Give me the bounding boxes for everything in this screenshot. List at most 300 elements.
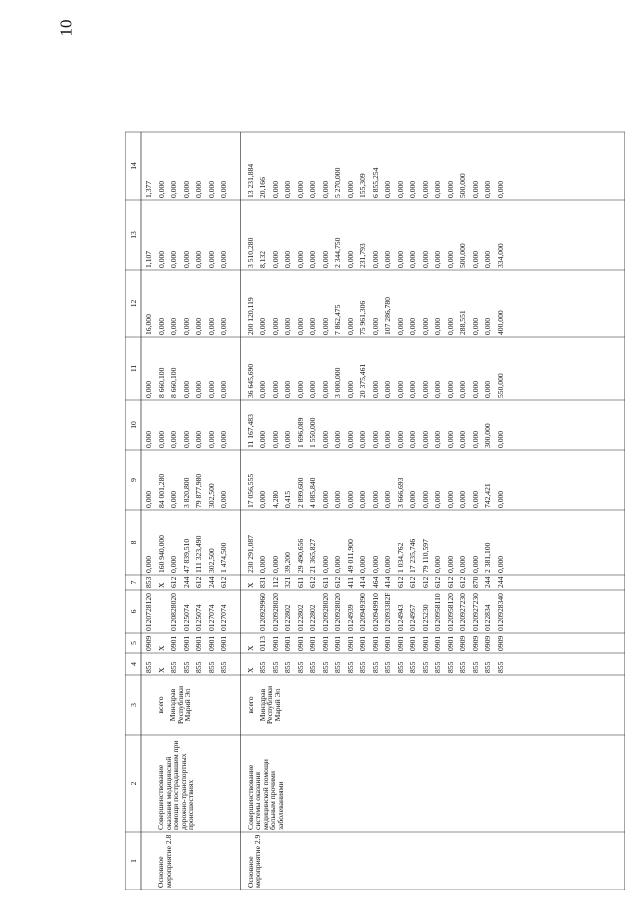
data-cell: 855 (433, 661, 442, 673)
data-cell: 012093382F (383, 592, 392, 631)
data-cell: 334,000 (495, 243, 505, 268)
data-cell: 0124943 (395, 604, 405, 631)
data-cell: 0,000 (206, 317, 216, 335)
data-cell: 0909 (458, 635, 467, 651)
header-cell: 9 (129, 478, 138, 482)
data-cell: 0,000 (420, 490, 430, 508)
data-cell: 0120928340 (495, 593, 505, 631)
data-cell: 855 (483, 661, 492, 673)
data-cell: 79 110,597 (420, 539, 430, 573)
data-cell: 550,000 (495, 373, 505, 398)
data-cell: 0,000 (383, 380, 392, 398)
data-cell: 1 474,500 (219, 542, 228, 573)
header-cell: 2 (129, 781, 138, 786)
data-cell: X (245, 667, 255, 673)
data-cell: 0125074 (194, 604, 203, 631)
organization-name: Минздрав Республики Марий Эл (257, 685, 282, 725)
data-cell: 0909 (144, 635, 153, 651)
data-cell: 0,000 (383, 250, 392, 268)
data-cell: 0,000 (420, 180, 430, 198)
data-cell: 855 (144, 661, 153, 673)
data-cell: 0,000 (470, 317, 480, 335)
data-cell: 0,000 (420, 317, 430, 335)
data-cell: X (245, 645, 255, 651)
data-cell: 0,000 (270, 180, 280, 198)
data-cell: 0125230 (420, 604, 430, 631)
data-cell: 321 (283, 576, 292, 588)
data-cell: 20 375,461 (358, 363, 367, 398)
data-cell: 0,000 (156, 317, 166, 335)
data-cell: 0,000 (206, 180, 216, 198)
data-cell: 0901 (308, 635, 317, 651)
data-cell: 0,000 (206, 380, 216, 398)
data-cell: 0,000 (333, 430, 342, 448)
data-cell: X (156, 645, 166, 651)
total-label: всего (156, 696, 165, 714)
data-cell: 0,000 (258, 317, 267, 335)
header-cell: 1 (129, 859, 138, 863)
data-cell: 0,000 (320, 180, 330, 198)
data-cell: 1 550,000 (308, 417, 317, 448)
header-cell: 4 (129, 662, 138, 666)
data-cell: 831 (258, 576, 267, 588)
data-cell: 855 (445, 661, 455, 673)
data-cell: 0,000 (194, 430, 203, 448)
data-cell: 300,000 (483, 423, 492, 448)
data-cell: 855 (395, 661, 405, 673)
data-cell: 0,000 (333, 490, 342, 508)
data-cell: 0,000 (194, 380, 203, 398)
data-cell: 1 034,762 (395, 542, 405, 573)
header-cell: 6 (129, 609, 138, 614)
data-cell: 0,000 (219, 490, 228, 508)
data-cell: 0,000 (283, 180, 292, 198)
data-cell: 855 (270, 661, 280, 673)
data-cell: 1,107 (144, 250, 153, 268)
data-cell: 0,000 (483, 317, 492, 335)
data-cell: 8 660,100 (169, 367, 178, 398)
data-cell: 0,000 (270, 380, 280, 398)
data-cell: 8 660,100 (156, 367, 166, 398)
data-cell: 0,000 (219, 250, 228, 268)
data-cell: 0,000 (470, 555, 480, 573)
data-cell: 0,000 (433, 180, 442, 198)
data-cell: 0,000 (308, 380, 317, 398)
data-cell: 0122834 (483, 604, 492, 631)
data-cell: X (156, 582, 166, 588)
data-cell: 29 490,656 (295, 538, 305, 573)
data-cell: 0,000 (383, 490, 392, 508)
data-cell: 230 291,087 (245, 535, 255, 573)
header-cell: 14 (129, 162, 138, 170)
data-cell: 112 (270, 576, 280, 588)
data-cell: 855 (206, 661, 216, 673)
data-cell: 0,000 (345, 180, 355, 198)
data-cell: 0901 (283, 635, 292, 651)
data-cell: 3 000,000 (333, 367, 342, 398)
data-cell: 855 (169, 661, 178, 673)
data-cell: 0,000 (144, 380, 153, 398)
data-cell: 0,000 (445, 430, 455, 448)
data-cell: 0,000 (370, 250, 380, 268)
data-cell: 400,000 (495, 310, 505, 335)
data-cell: 500,000 (458, 243, 467, 268)
data-cell: 0,000 (408, 180, 417, 198)
data-cell: 0,000 (320, 430, 330, 448)
data-cell: 0901 (358, 635, 367, 651)
data-cell: 0,000 (358, 555, 367, 573)
data-cell: 0,415 (283, 490, 292, 508)
data-cell: 0120928020 (333, 593, 342, 631)
data-cell: 0,000 (156, 180, 166, 198)
data-cell: 611 (295, 576, 305, 588)
data-cell: 0,000 (433, 490, 442, 508)
data-cell: 855 (219, 661, 228, 673)
data-cell: 4,280 (270, 490, 280, 508)
data-cell: 0,000 (206, 430, 216, 448)
data-cell: 7 862,475 (333, 304, 342, 335)
budget-table (125, 35, 625, 890)
data-cell: 855 (383, 661, 392, 673)
data-cell: 0,000 (408, 317, 417, 335)
data-cell: 0,000 (181, 250, 191, 268)
header-cell: 3 (129, 703, 138, 707)
data-cell: 0901 (420, 635, 430, 651)
data-cell: 0,000 (295, 380, 305, 398)
data-cell: 0,000 (258, 555, 267, 573)
data-cell: 0,000 (370, 317, 380, 335)
data-cell: 0120949910 (370, 593, 380, 631)
data-cell: 0,000 (181, 380, 191, 398)
data-cell: 855 (258, 661, 267, 673)
data-cell: 6 855,254 (370, 167, 380, 198)
data-cell: 2 344,750 (333, 237, 342, 268)
data-cell: 0,000 (458, 380, 467, 398)
data-cell: 0,000 (408, 380, 417, 398)
data-cell: 0,000 (320, 555, 330, 573)
measure-name: Основное мероприятие 2.8 (156, 834, 173, 888)
data-cell: 0120928020 (320, 593, 330, 631)
data-cell: 612 (433, 576, 442, 588)
data-cell: 0,000 (219, 380, 228, 398)
data-cell: 36 645,690 (245, 363, 255, 398)
data-cell: 411 (345, 576, 355, 588)
data-cell: 0120929960 (258, 593, 267, 631)
page-number-text: 10 (56, 19, 76, 37)
data-cell: 0,000 (270, 555, 280, 573)
data-cell: 0,000 (495, 430, 505, 448)
data-cell: 288,551 (458, 310, 467, 335)
data-cell: 1,377 (144, 180, 153, 198)
data-cell: 0,000 (320, 490, 330, 508)
data-cell: 0901 (206, 635, 216, 651)
data-cell: 3 666,693 (395, 477, 405, 508)
data-cell: 0,000 (395, 380, 405, 398)
data-cell: 0,000 (156, 250, 166, 268)
data-cell: 0,000 (270, 430, 280, 448)
data-cell: 0,000 (219, 180, 228, 198)
data-cell: 0,000 (433, 430, 442, 448)
data-cell: 612 (445, 576, 455, 588)
data-cell: 16,000 (144, 314, 153, 335)
data-cell: 0,000 (283, 317, 292, 335)
data-cell: 855 (470, 661, 480, 673)
data-cell: 0,000 (445, 317, 455, 335)
data-cell: 0,000 (181, 180, 191, 198)
data-cell: 870 (470, 576, 480, 588)
data-cell: 0,000 (420, 250, 430, 268)
data-cell: 414 (383, 576, 392, 588)
data-cell: 0122802 (283, 604, 292, 631)
data-cell: 0,000 (169, 180, 178, 198)
data-cell: 0,000 (383, 180, 392, 198)
data-cell: 160 940,000 (156, 535, 166, 573)
data-cell: 244 (483, 576, 492, 588)
data-cell: 855 (181, 661, 191, 673)
header-cell: 7 (129, 580, 138, 585)
measure-description: Совершенствование системы оказания медицинской помощи больным прочими заболеваниями (245, 759, 285, 830)
data-cell: 0113 (258, 636, 267, 651)
data-cell: 11 167,483 (245, 414, 255, 448)
data-cell: 855 (283, 661, 292, 673)
data-cell: 244 (206, 576, 216, 588)
data-cell: 0,000 (333, 555, 342, 573)
data-cell: 0,000 (194, 317, 203, 335)
data-cell: 0901 (320, 635, 330, 651)
data-cell: 20,166 (258, 177, 267, 198)
data-cell: 0,000 (320, 250, 330, 268)
data-cell: 0,000 (169, 490, 178, 508)
data-cell: 0,000 (181, 317, 191, 335)
data-cell: 244 (181, 576, 191, 588)
data-cell: 0,000 (258, 430, 267, 448)
data-cell: 79 877,980 (194, 473, 203, 508)
data-cell: 0,000 (295, 250, 305, 268)
header-cell: 8 (129, 540, 138, 545)
data-cell: 0127074 (206, 604, 216, 631)
data-cell: 0901 (333, 635, 342, 651)
data-cell: 0,000 (219, 317, 228, 335)
data-cell: 0,000 (156, 430, 166, 448)
data-cell: 612 (219, 576, 228, 588)
data-cell: 0,000 (358, 430, 367, 448)
data-cell: 0,000 (258, 490, 267, 508)
data-cell: 0,000 (283, 250, 292, 268)
data-cell: 855 (333, 661, 342, 673)
data-cell: 0,000 (345, 490, 355, 508)
data-cell: 8,132 (258, 250, 267, 268)
data-cell: 0,000 (358, 490, 367, 508)
data-cell: 0901 (219, 635, 228, 651)
data-cell: 742,421 (483, 483, 492, 508)
data-cell: 75 961,306 (358, 300, 367, 335)
data-cell: 13 231,884 (245, 163, 255, 198)
data-cell: 0,000 (169, 430, 178, 448)
data-cell: 0,000 (370, 490, 380, 508)
data-cell: 0120958120 (445, 593, 455, 631)
data-cell: 0,000 (345, 250, 355, 268)
data-cell: 17 235,746 (408, 538, 417, 573)
data-cell: 612 (458, 576, 467, 588)
data-cell: 855 (458, 661, 467, 673)
data-cell: 107 286,780 (383, 297, 392, 335)
data-cell: 0,000 (420, 430, 430, 448)
data-cell: 0,000 (395, 317, 405, 335)
data-cell: 47 839,510 (181, 538, 191, 573)
data-cell: 4 085,840 (308, 477, 317, 508)
data-cell: 0,000 (458, 490, 467, 508)
data-cell: 0122802 (308, 604, 317, 631)
data-cell: 0901 (383, 635, 392, 651)
data-cell: 3 820,800 (181, 477, 191, 508)
data-cell: 0,000 (144, 490, 153, 508)
data-cell: 0,000 (433, 250, 442, 268)
data-cell: 0,000 (308, 317, 317, 335)
data-cell: 1 696,089 (295, 417, 305, 448)
data-cell: 0,000 (408, 490, 417, 508)
data-cell: 0,000 (144, 430, 153, 448)
data-cell: 0,000 (295, 317, 305, 335)
data-cell: 0901 (445, 635, 455, 651)
data-cell: 464 (370, 576, 380, 588)
data-cell: 0901 (169, 635, 178, 651)
data-cell: 0122802 (295, 604, 305, 631)
data-cell: 0,000 (283, 430, 292, 448)
data-cell: 0909 (495, 635, 505, 651)
data-cell: 0120728120 (144, 593, 153, 631)
data-cell: 0,000 (420, 380, 430, 398)
data-cell: 0,000 (495, 180, 505, 198)
data-cell: 414 (358, 576, 367, 588)
data-cell: 612 (420, 576, 430, 588)
data-cell: 0120958110 (433, 593, 442, 631)
header-cell: 13 (129, 231, 138, 239)
data-cell: 0,000 (270, 317, 280, 335)
data-cell: 0901 (295, 635, 305, 651)
data-cell: 0901 (181, 635, 191, 651)
data-cell: 2 899,600 (295, 477, 305, 508)
data-cell: 612 (395, 576, 405, 588)
measure-description: Совершенствование оказания медицинской помощи пострадавшим при дорожно-транспортных происшествиях (156, 740, 196, 830)
data-cell: 855 (420, 661, 430, 673)
data-cell: 0,000 (219, 430, 228, 448)
data-cell: 0,000 (308, 250, 317, 268)
data-cell: 0,000 (445, 380, 455, 398)
data-cell: 0,000 (283, 380, 292, 398)
data-cell: 612 (308, 576, 317, 588)
data-cell: 855 (308, 661, 317, 673)
page-number (58, 18, 82, 42)
data-cell: 0,000 (395, 430, 405, 448)
data-cell: 0,000 (345, 380, 355, 398)
data-cell: 0,000 (383, 555, 392, 573)
data-cell: 17 056,555 (245, 473, 255, 508)
data-cell: 0,000 (169, 250, 178, 268)
data-cell: 855 (370, 661, 380, 673)
data-cell: 0901 (395, 635, 405, 651)
data-cell: 612 (333, 576, 342, 588)
data-cell: 0,000 (458, 555, 467, 573)
data-cell: 853 (144, 576, 153, 588)
data-cell: 0127074 (219, 604, 228, 631)
data-cell: 0,000 (433, 380, 442, 398)
data-cell: 0,000 (408, 250, 417, 268)
data-cell: 0901 (408, 635, 417, 651)
data-cell: 0120828020 (169, 593, 178, 631)
organization-name: Минздрав Республики Марий Эл (168, 685, 193, 725)
data-cell: 0,000 (194, 180, 203, 198)
data-cell: 0,000 (470, 430, 480, 448)
data-cell: 0,000 (470, 490, 480, 508)
data-cell: 0,000 (470, 180, 480, 198)
data-cell: 244 (495, 576, 505, 588)
data-cell: 855 (320, 661, 330, 673)
data-cell: 0,000 (181, 430, 191, 448)
data-cell: 0,000 (206, 250, 216, 268)
data-cell: 0,000 (258, 380, 267, 398)
total-label: всего (245, 696, 255, 714)
data-cell: 0,000 (395, 180, 405, 198)
data-cell: 0,000 (295, 180, 305, 198)
data-cell: 302,500 (206, 548, 216, 573)
data-cell: 0,000 (433, 555, 442, 573)
data-cell: 0,000 (408, 430, 417, 448)
data-cell: 0120949390 (358, 593, 367, 631)
data-cell: 855 (345, 661, 355, 673)
data-cell: 302,500 (206, 483, 216, 508)
data-cell: 111 323,490 (194, 535, 203, 573)
data-cell: 0,000 (194, 250, 203, 268)
data-cell: 0,000 (345, 430, 355, 448)
data-cell: 2 381,100 (483, 542, 492, 573)
data-cell: X (156, 667, 166, 673)
data-cell: 0120928020 (270, 593, 280, 631)
data-cell: 3 510,280 (245, 237, 255, 268)
data-cell: 0,000 (445, 490, 455, 508)
header-cell: 10 (129, 421, 138, 429)
data-cell: 0,000 (144, 555, 153, 573)
data-cell: 612 (194, 576, 203, 588)
data-cell: 0,000 (395, 250, 405, 268)
data-cell: 0,000 (320, 380, 330, 398)
data-cell: 0901 (194, 635, 203, 651)
data-cell: 0,000 (445, 555, 455, 573)
header-cell: 12 (129, 299, 138, 308)
data-cell: 612 (408, 576, 417, 588)
data-cell: 0,000 (495, 555, 505, 573)
data-cell: 0120927230 (470, 593, 480, 631)
data-cell: 21 365,827 (308, 538, 317, 573)
data-cell: 0,000 (470, 380, 480, 398)
data-cell: 0,000 (370, 555, 380, 573)
data-cell: 855 (408, 661, 417, 673)
measure-name: Основное мероприятие 2.9 (245, 834, 263, 888)
data-cell: 0,000 (433, 317, 442, 335)
data-cell: 855 (295, 661, 305, 673)
data-cell: 0,000 (483, 380, 492, 398)
data-cell: 0,000 (483, 180, 492, 198)
data-cell: 0,000 (483, 250, 492, 268)
data-cell: 0,000 (370, 430, 380, 448)
data-cell: 855 (358, 661, 367, 673)
data-cell: 5 270,000 (333, 167, 342, 198)
data-cell: 0,000 (445, 250, 455, 268)
table-container (125, 35, 625, 890)
data-cell: 611 (320, 576, 330, 588)
header-cell: 11 (129, 364, 138, 373)
data-cell: 0901 (270, 635, 280, 651)
data-cell: 0,000 (495, 490, 505, 508)
